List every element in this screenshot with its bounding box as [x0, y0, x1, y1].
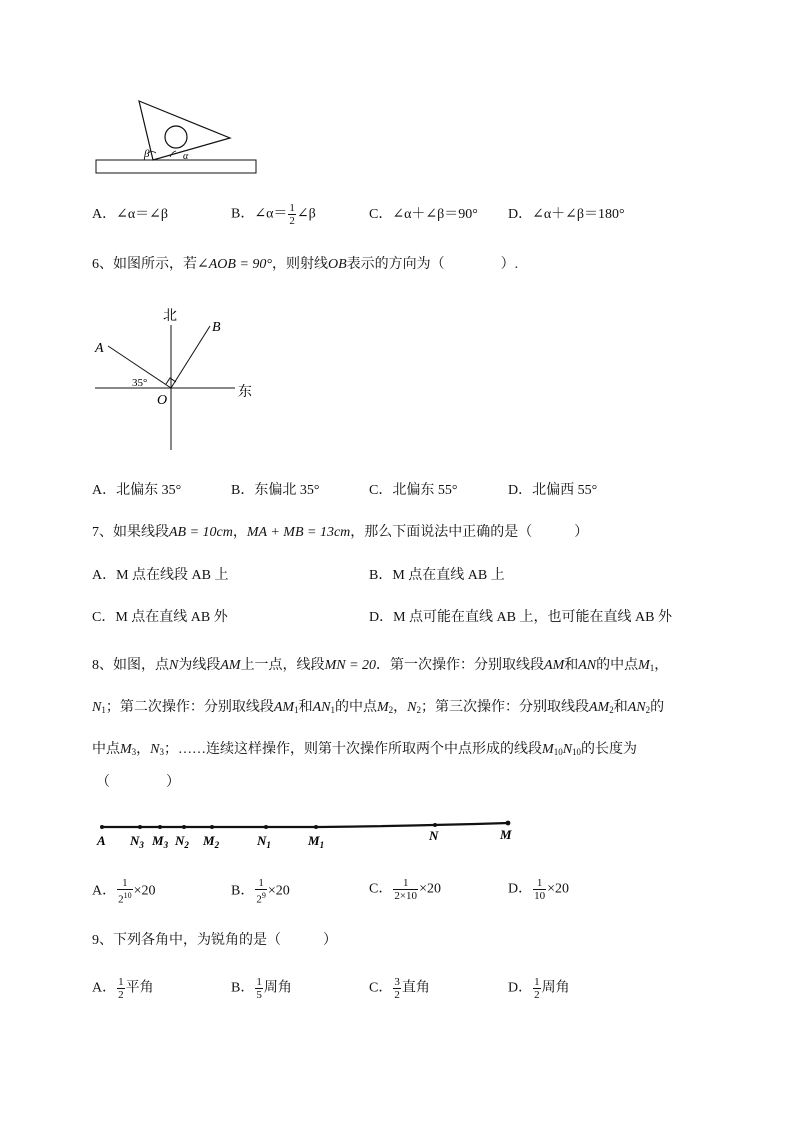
beta-label: β	[144, 148, 150, 160]
point-B-label: B	[212, 320, 221, 335]
point-M2	[210, 825, 214, 829]
label-M1: $M_1$	[308, 833, 325, 850]
point-M3	[158, 825, 162, 829]
q5-option-a[interactable]: A．∠α＝∠β	[92, 207, 169, 222]
alpha-label: α	[183, 151, 189, 162]
q7-option-b[interactable]: B．M 点在直线 AB 上	[369, 568, 505, 583]
q5-figure	[90, 95, 270, 180]
q7-option-a[interactable]: A．M 点在线段 AB 上	[92, 568, 229, 583]
q8-answer-paren: （ ）	[96, 775, 180, 790]
north-label: 北	[163, 309, 177, 324]
point-O-label: O	[157, 393, 168, 408]
q6-stem: 6、如图所示，若∠AOB = 90°，则射线OB表示的方向为（ ）.	[92, 257, 519, 272]
set-square-hole	[165, 126, 187, 148]
q7-stem: 7、如果线段AB = 10cm，MA + MB = 13cm，那么下面说法中正确的是（ ）	[92, 525, 589, 540]
q7-option-c[interactable]: C．M 点在直线 AB 外	[92, 610, 228, 625]
point-N3	[138, 825, 142, 829]
ruler	[96, 160, 256, 173]
q9-stem: 9、下列各角中，为锐角的是（ ）	[92, 933, 337, 948]
q8-stem-line-3: 中点$M_3$，$N_3$；……连续这样操作，则第十次操作所取两个中点形成的线段$M_{10}N_{10}$的长度为	[92, 742, 638, 757]
q6-option-c[interactable]: C．北偏东 55°	[369, 483, 458, 498]
q6-option-d[interactable]: D．北偏西 55°	[508, 483, 598, 498]
q8-option-b[interactable]: B． $\frac{1}{2^9}$ ×20	[231, 877, 290, 906]
q8-stem-line-2: $N_1$；第二次操作：分别取线段$AM_1$和$AN_1$的中点$M_2$，$N_2$；第三次操作：分别取线段$AM_2$和$AN_2$的	[92, 700, 665, 715]
east-label: 东	[238, 385, 252, 400]
point-N	[433, 823, 437, 827]
q9-option-c[interactable]: C． $\frac{3}{2}$ 直角	[369, 976, 430, 1001]
angle-35-label: 35°	[132, 377, 148, 389]
q9-option-d[interactable]: D． $\frac{1}{2}$ 周角	[508, 976, 570, 1001]
point-A	[100, 825, 104, 829]
q9-option-a[interactable]: A． $\frac{1}{2}$ 平角	[92, 976, 154, 1001]
label-M3: $M_3$	[152, 833, 169, 850]
q5-option-b-post: ∠β	[296, 206, 316, 222]
point-M	[506, 821, 511, 826]
q8-stem-line-1: 8、如图，点N为线段AM上一点，线段MN = 20．第一次操作：分别取线段AM和AN的中点$M_1$，	[92, 658, 669, 673]
q5-option-c[interactable]: C．∠α＋∠β＝90°	[369, 207, 478, 222]
label-M2: $M_2$	[203, 833, 220, 850]
point-N2	[182, 825, 186, 829]
q9-option-b[interactable]: B． $\frac{1}{5}$ 周角	[231, 976, 292, 1001]
label-A: A	[97, 833, 106, 848]
q6-figure	[90, 300, 270, 458]
q5-option-b-frac: $\frac{1}{2}$	[289, 202, 295, 227]
q8-option-c[interactable]: C． $\frac{1}{2\times 10}$ ×20	[369, 877, 441, 902]
q6-option-b[interactable]: B．东偏北 35°	[231, 483, 320, 498]
label-N1: $N_1$	[257, 833, 271, 850]
segment-AM	[102, 823, 508, 827]
q7-option-d[interactable]: D．M 点可能在直线 AB 上，也可能在直线 AB 外	[369, 610, 672, 625]
label-N3: $N_3$	[130, 833, 144, 850]
ray-OB	[171, 326, 210, 388]
label-M: M	[500, 827, 512, 842]
q8-option-a[interactable]: A． $\frac{1}{2^{10}}$ ×20	[92, 877, 156, 906]
q5-option-b[interactable]	[231, 202, 316, 227]
point-N1	[264, 825, 268, 829]
q5-option-d[interactable]: D．∠α＋∠β＝180°	[508, 207, 625, 222]
q8-option-d[interactable]: D． $\frac{1}{10}$ ×20	[508, 877, 570, 902]
label-N: N	[429, 828, 439, 843]
label-N2: $N_2$	[175, 833, 189, 850]
point-M1	[314, 825, 318, 829]
q5-option-b-pre: B．∠α＝	[231, 206, 288, 222]
q8-figure	[90, 815, 530, 855]
q6-option-a[interactable]: A．北偏东 35°	[92, 483, 182, 498]
point-A-label: A	[95, 341, 104, 356]
